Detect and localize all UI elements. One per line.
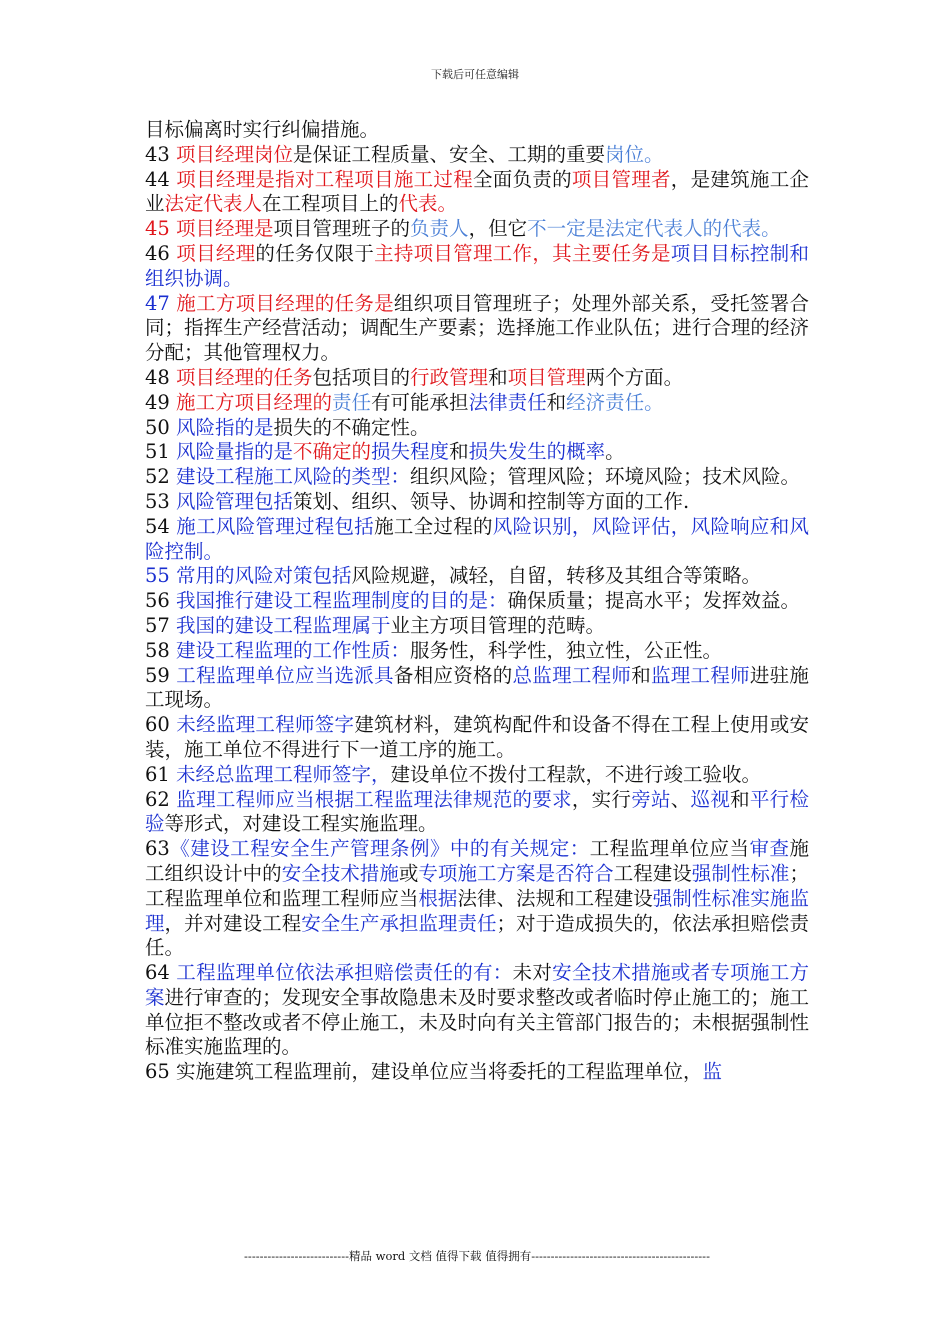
text-run: 专项施工方案是否符合 bbox=[418, 861, 614, 885]
text-run: 旁站 bbox=[631, 787, 671, 811]
text-run: 46 bbox=[145, 241, 177, 265]
text-run: 施工方项目经理的任务是 bbox=[176, 291, 394, 315]
text-run: 建设工程施工风险的类型： bbox=[176, 465, 411, 489]
text-run: 平行检验 bbox=[145, 787, 809, 836]
paragraph bbox=[145, 664, 809, 714]
text-run: 项目管理 bbox=[507, 365, 586, 389]
page-footer: ---------------------------精品 word 文档 值得下载 值得拥有---------------------------------------------- bbox=[244, 1249, 710, 1263]
text-run: 包括项目的 bbox=[312, 365, 411, 389]
text-run: 51 bbox=[145, 440, 177, 464]
text-run: 不一定是法定代表人的代表。 bbox=[527, 217, 781, 241]
paragraph bbox=[145, 465, 809, 490]
text-run: 总监理工程师 bbox=[512, 663, 632, 687]
text-run: 我国的建设工程监理属于 bbox=[176, 613, 391, 637]
text-run: 服务性，科学性，独立性，公正性。 bbox=[410, 638, 723, 662]
text-run: 业主方项目管理的范畴。 bbox=[390, 613, 606, 637]
text-run: 行政管理 bbox=[410, 365, 489, 389]
text-run: 风险管理包括 bbox=[176, 489, 294, 513]
text-run: 进驻施工现场。 bbox=[145, 663, 809, 712]
paragraph bbox=[145, 639, 809, 664]
text-run: 是保证工程质量、安全、工期的重要 bbox=[293, 142, 606, 166]
text-run: 的任务仅限于 bbox=[255, 241, 375, 265]
text-run: ；工程监理单位和监理工程师应当 bbox=[145, 861, 809, 910]
text-run: 有可能承担 bbox=[371, 390, 469, 414]
text-run: 风险识别，风险评估，风险响应和风险控制。 bbox=[145, 514, 809, 563]
text-run: 强制性标准实施监理 bbox=[145, 886, 809, 935]
text-run: 我国推行建设工程监理制度的目的是： bbox=[176, 589, 508, 613]
text-run: 监理工程师应当根据工程监理法律规范的要求 bbox=[176, 787, 572, 811]
paragraph bbox=[145, 788, 809, 838]
text-run: 项目经理岗位 bbox=[176, 142, 294, 166]
text-run: ，其主要任务是 bbox=[532, 241, 671, 265]
text-run: 施工风险管理过程包括 bbox=[176, 514, 375, 538]
text-run: 项目经理是 bbox=[176, 217, 274, 241]
text-run: 55 bbox=[145, 564, 177, 588]
text-run: 工程监理单位应当选派具 bbox=[176, 663, 394, 687]
text-run: 备相应资格的 bbox=[393, 663, 513, 687]
text-run: 工程建设 bbox=[613, 861, 692, 885]
paragraph bbox=[145, 515, 809, 565]
text-run: 策划、组织、领导、协调和控制等方面的工作. bbox=[293, 489, 690, 513]
text-run: 45 bbox=[145, 217, 177, 241]
text-run: 风险量指的是 bbox=[176, 440, 294, 464]
text-run: 常用的风险对策包括 bbox=[176, 564, 352, 588]
text-run: 未对 bbox=[512, 961, 553, 985]
text-run: 建筑材料，建筑构配件和设备不得在工程上使用或安装，施工单位不得进行下一道工序的施工。 bbox=[145, 713, 809, 761]
paragraph bbox=[145, 614, 809, 639]
paragraph bbox=[145, 242, 809, 292]
text-run: 损失的不确定性。 bbox=[273, 415, 430, 439]
paragraph bbox=[145, 440, 809, 465]
paragraph bbox=[145, 564, 809, 589]
text-run: 项目经理是指对工程项目施工过程 bbox=[176, 167, 473, 191]
text-run: 未经总监理工程师签字， bbox=[176, 762, 391, 786]
paragraph bbox=[145, 763, 809, 788]
text-run: 组织项目管理班子；处理外部关系，受托签署合同；指挥生产经营活动；调配生产要素；选择施工作业队伍；进行合理的经济分配；其他管理权力。 bbox=[145, 291, 809, 365]
text-run: 在工程项目上的 bbox=[262, 192, 399, 216]
text-run: 48 bbox=[145, 365, 177, 389]
text-run: 责任 bbox=[332, 390, 372, 414]
text-run: 62 bbox=[145, 787, 177, 811]
text-run: 和 bbox=[449, 440, 469, 464]
paragraph bbox=[145, 961, 809, 1060]
text-run: 监 bbox=[702, 1060, 723, 1084]
text-run: 44 bbox=[145, 167, 177, 191]
text-run: 施工组织设计中的 bbox=[145, 837, 809, 885]
text-run: 强制性标准 bbox=[691, 861, 790, 885]
text-run: 64 bbox=[145, 961, 177, 985]
text-run: 50 bbox=[145, 415, 177, 439]
paragraph bbox=[145, 391, 809, 416]
text-run: ，但它 bbox=[468, 217, 528, 241]
text-run: 安全生产承担监理责任 bbox=[301, 911, 497, 935]
document-body bbox=[145, 118, 809, 1085]
text-run: 或 bbox=[398, 861, 419, 885]
paragraph bbox=[145, 217, 809, 242]
text-run: 工程监理单位应当 bbox=[589, 837, 750, 861]
text-run: 进行审查的；发现安全事故隐患未及时要求整改或者临时停止施工的；施工单位拒不整改或者不停止施工，未及时向有关主管部门报告的；未根据强制性标准实施监理的。 bbox=[145, 985, 809, 1059]
text-run: 确保质量；提高水平；发挥效益。 bbox=[507, 589, 801, 613]
text-run: 项目目标控制和组织协调。 bbox=[145, 241, 809, 290]
text-run: 实施建筑工程监理前，建设单位应当将委托的工程监理单位， bbox=[176, 1060, 703, 1084]
text-run: 法律责任 bbox=[468, 390, 547, 414]
text-run: 法定代表人 bbox=[164, 192, 263, 216]
text-run: 和 bbox=[546, 390, 567, 414]
text-run: 、 bbox=[670, 787, 691, 811]
text-run: 49 bbox=[145, 390, 177, 414]
text-run: 主持项目管理工作 bbox=[374, 241, 533, 265]
text-run: ，并对建设工程 bbox=[164, 911, 302, 935]
text-run: ，实行 bbox=[571, 787, 632, 811]
text-run: 项目经理 bbox=[176, 241, 256, 265]
text-run: ，是建筑施工企业 bbox=[145, 167, 809, 216]
paragraph bbox=[145, 837, 809, 961]
text-run: 施工方项目经理的 bbox=[176, 390, 333, 414]
page-header: 下载后可任意编辑 bbox=[431, 68, 519, 81]
text-run: 和 bbox=[488, 365, 508, 389]
text-run: 项目经理的任务 bbox=[176, 365, 313, 389]
text-run: 43 bbox=[145, 142, 177, 166]
paragraph bbox=[145, 366, 809, 391]
paragraph bbox=[145, 143, 809, 168]
text-run: 审查 bbox=[749, 837, 790, 861]
text-run: 61 bbox=[145, 762, 177, 786]
paragraph bbox=[145, 589, 809, 614]
paragraph bbox=[145, 490, 809, 515]
text-run: 56 bbox=[145, 589, 177, 613]
paragraph bbox=[145, 416, 809, 441]
text-run: 60 bbox=[145, 713, 177, 737]
text-run: 58 bbox=[145, 638, 177, 662]
text-run: 法律、法规和工程建设 bbox=[457, 886, 653, 910]
paragraph bbox=[145, 292, 809, 366]
text-run: 负责人 bbox=[410, 217, 469, 241]
text-run: 风险规避，减轻，自留，转移及其组合等策略。 bbox=[351, 564, 762, 588]
text-run: 47 bbox=[145, 291, 177, 315]
text-run: 巡视 bbox=[690, 787, 731, 811]
text-run: 代表。 bbox=[398, 192, 458, 216]
text-run: ；对于造成损失的，依法承担赔偿责任。 bbox=[145, 911, 809, 960]
text-run: 建设工程监理的工作性质： bbox=[176, 638, 411, 662]
text-run: 不确定的 bbox=[293, 440, 372, 464]
text-run: 53 bbox=[145, 489, 177, 513]
text-run: 项目管理者 bbox=[571, 167, 671, 191]
text-run: 54 bbox=[145, 514, 177, 538]
text-run: 损失程度 bbox=[371, 440, 450, 464]
paragraph bbox=[145, 1060, 809, 1085]
text-run: 经济责任。 bbox=[566, 390, 664, 414]
text-run: 。 bbox=[605, 440, 625, 464]
text-run: 根据 bbox=[418, 886, 458, 910]
text-run: 监理工程师 bbox=[650, 663, 750, 687]
text-run: 和 bbox=[631, 663, 651, 687]
text-run: 安全技术措施 bbox=[552, 961, 671, 985]
text-run: 未经监理工程师签字 bbox=[176, 713, 355, 737]
text-run: 目标偏离时实行纠偏措施。 bbox=[145, 118, 380, 141]
text-run: 《建设工程安全生产管理条例》中的有关规定： bbox=[169, 837, 590, 861]
text-run: 52 bbox=[145, 465, 177, 489]
text-run: 或者专项施工方案 bbox=[145, 961, 809, 1009]
text-run: 风险指的是 bbox=[176, 415, 274, 439]
text-run: 工程监理单位依法承担赔偿责任的有： bbox=[176, 961, 513, 985]
text-run: 安全技术措施 bbox=[281, 861, 399, 885]
text-run: 两个方面。 bbox=[585, 365, 684, 389]
text-run: 和 bbox=[730, 787, 750, 811]
paragraph bbox=[145, 168, 809, 218]
text-run: 损失发生的概率 bbox=[468, 440, 606, 464]
text-run: 57 bbox=[145, 613, 177, 637]
paragraph bbox=[145, 713, 809, 763]
text-run: 63 bbox=[145, 837, 170, 861]
text-run: 建设单位不拨付工程款，不进行竣工验收。 bbox=[390, 762, 762, 786]
text-run: 全面负责的 bbox=[472, 167, 572, 191]
text-run: 施工全过程的 bbox=[374, 514, 493, 538]
text-run: 等形式，对建设工程实施监理。 bbox=[164, 812, 438, 836]
text-run: 项目管理班子的 bbox=[273, 217, 411, 241]
paragraph bbox=[145, 118, 809, 143]
text-run: 岗位。 bbox=[605, 142, 664, 166]
text-run: 65 bbox=[145, 1060, 177, 1084]
text-run: 组织风险；管理风险；环境风险；技术风险。 bbox=[410, 465, 801, 489]
text-run: 59 bbox=[145, 663, 177, 687]
